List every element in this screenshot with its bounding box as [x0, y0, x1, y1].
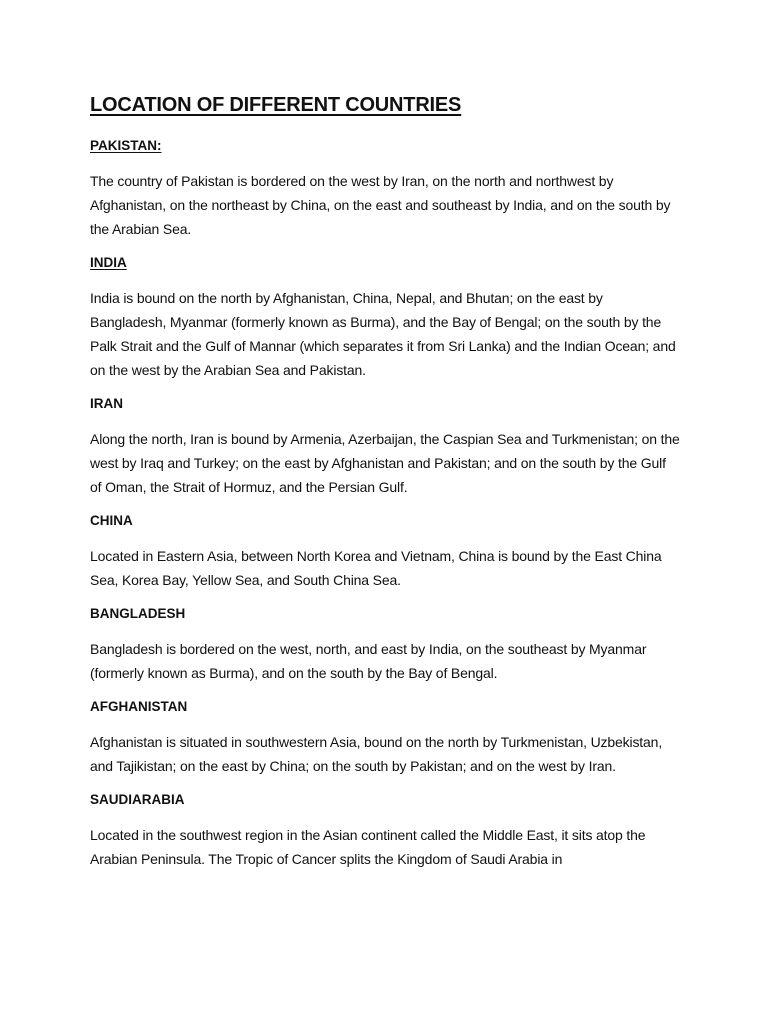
section-body: Along the north, Iran is bound by Armenia, Azerbaijan, the Caspian Sea and Turkmenistan; on the west by Iraq and Turkey; on the east by Afghanistan and Pakistan; and on the south by the Gulf of Oman, the Strait of Hormuz, and the Persian Gulf.: [90, 431, 680, 495]
section-body: The country of Pakistan is bordered on the west by Iran, on the north and northwest by Afghanistan, on the northeast by China, on the east and southeast by India, and on the south by the Arabian Sea.: [90, 173, 671, 237]
document-page: [90, 92, 680, 883]
section-saudiarabia: [90, 790, 680, 871]
section-china: [90, 511, 680, 592]
section-body: India is bound on the north by Afghanistan, China, Nepal, and Bhutan; on the east by Bangladesh, Myanmar (formerly known as Burma), and the Bay of Bengal; on the south by the Palk Strait and the Gulf of Mannar (which separates it from Sri Lanka) and the Indian Ocean; and on the west by the Arabian Sea and Pakistan.: [90, 290, 676, 378]
section-heading: SAUDIARABIA: [90, 792, 185, 807]
section-body: Located in the southwest region in the Asian continent called the Middle East, it sits atop the Arabian Peninsula. The Tropic of Cancer splits the Kingdom of Saudi Arabia in: [90, 827, 646, 867]
section-india: [90, 253, 680, 382]
section-heading: PAKISTAN:: [90, 138, 162, 153]
section-heading: CHINA: [90, 513, 133, 528]
section-body: Located in Eastern Asia, between North Korea and Vietnam, China is bound by the East China Sea, Korea Bay, Yellow Sea, and South China Sea.: [90, 548, 662, 588]
section-body: Bangladesh is bordered on the west, north, and east by India, on the southeast by Myanmar (formerly known as Burma), and on the south by the Bay of Bengal.: [90, 641, 647, 681]
section-heading: INDIA: [90, 255, 127, 270]
section-iran: [90, 394, 680, 499]
section-heading: AFGHANISTAN: [90, 699, 188, 714]
section-afghanistan: [90, 697, 680, 778]
section-heading: IRAN: [90, 396, 123, 411]
section-pakistan: [90, 136, 680, 241]
document-title: LOCATION OF DIFFERENT COUNTRIES: [90, 94, 462, 116]
section-body: Afghanistan is situated in southwestern Asia, bound on the north by Turkmenistan, Uzbekistan, and Tajikistan; on the east by China; on the south by Pakistan; and on the west by Iran.: [90, 734, 663, 774]
section-bangladesh: [90, 604, 680, 685]
section-heading: BANGLADESH: [90, 606, 186, 621]
